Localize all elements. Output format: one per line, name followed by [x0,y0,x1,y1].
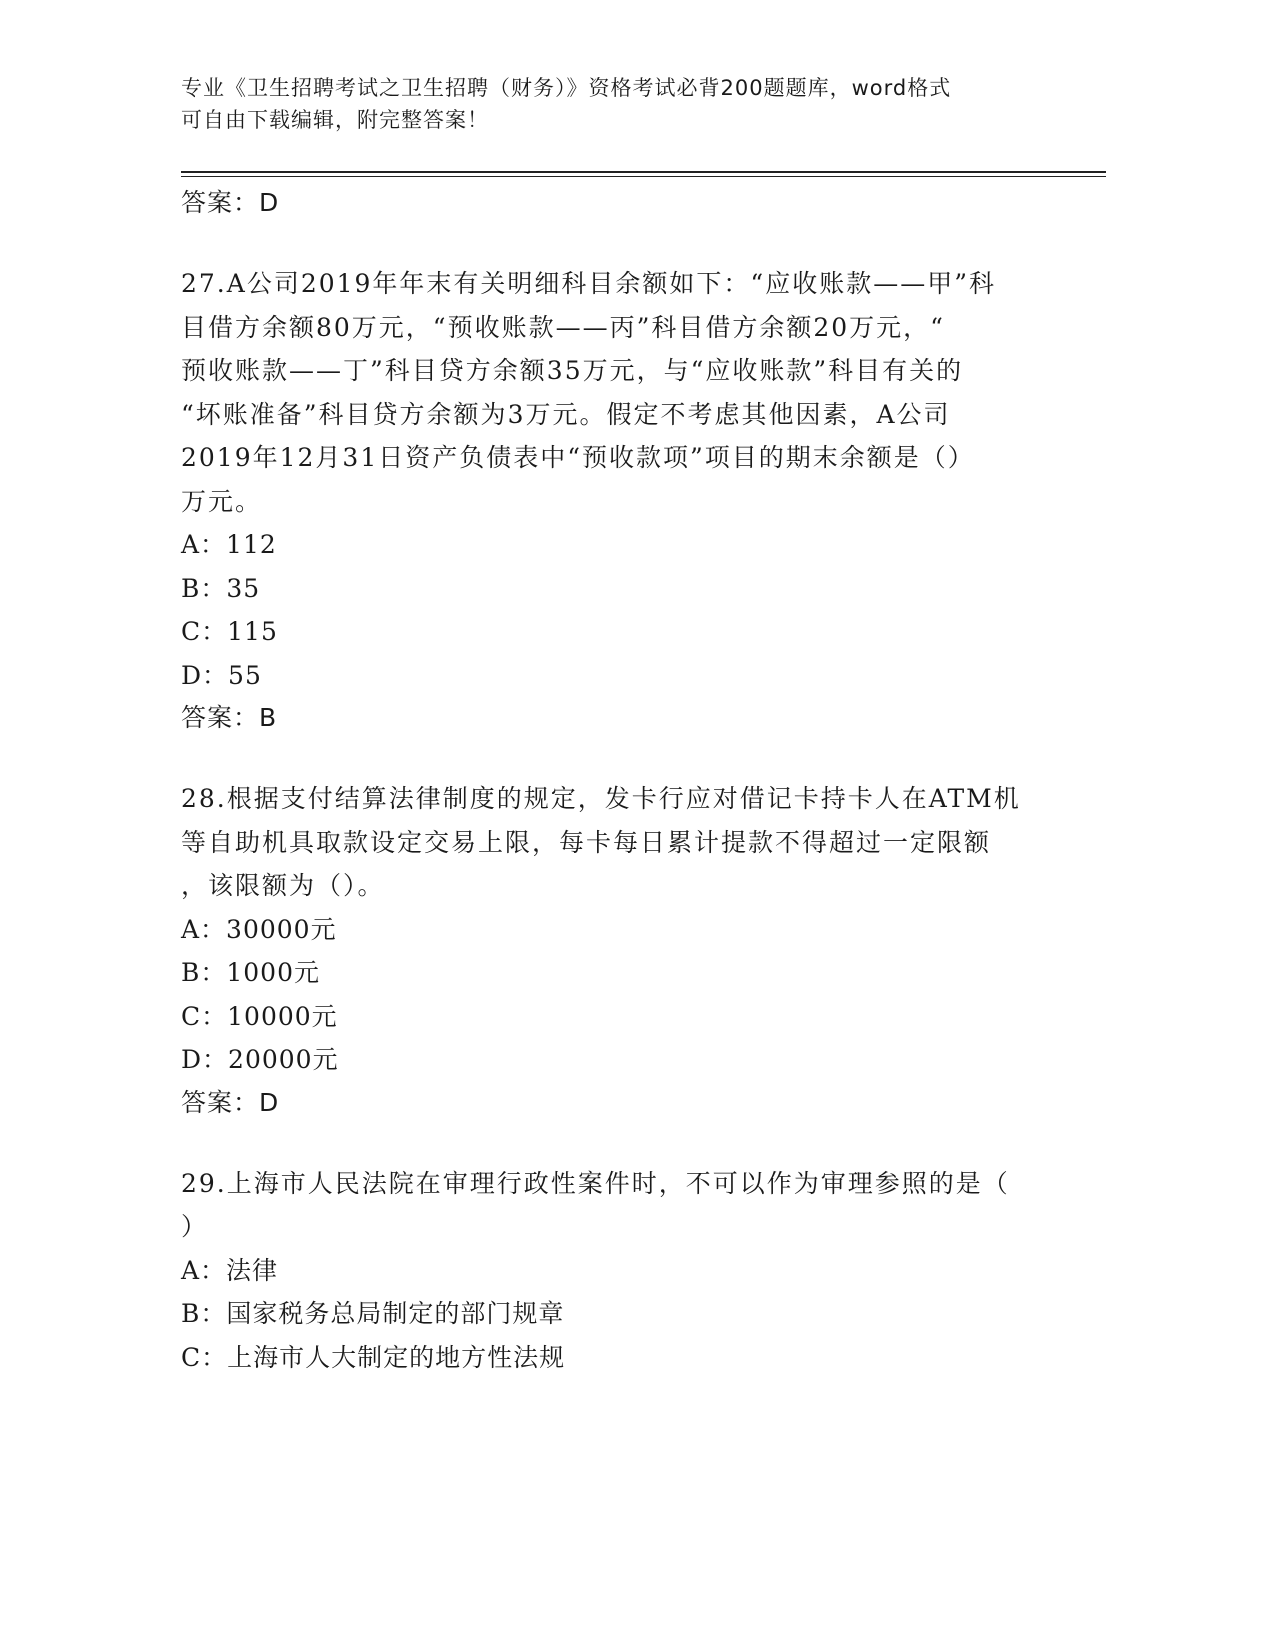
question-text: 等自助机具取款设定交易上限，每卡每日累计提款不得超过一定限额 [181,827,992,857]
question-text: ） [181,1212,209,1241]
question-text: 目借方余额80万元，“预收账款——丙”科目借方余额20万元，“ [181,312,945,342]
answer-line: 答案：D [181,1087,280,1117]
option-b: B：35 [181,573,261,603]
question-text: 27.A公司2019年年末有关明细科目余额如下：“应收账款——甲”科 [181,269,996,298]
question-27 [181,262,1061,739]
answer-line: 答案：B [181,703,278,732]
option-a: A：法律 [181,1255,279,1285]
header-line: 可自由下载编辑，附完整答案！ [181,108,489,132]
document-header [181,72,1061,136]
question-text: “坏账准备”科目贷方余额为3万元。假定不考虑其他因素，A公司 [181,399,951,429]
header-line: 专业《卫生招聘考试之卫生招聘（财务）》资格考试必背200题题库，word格式 [181,76,952,100]
question-text: 2019年12月31日资产负债表中“预收款项”项目的期末余额是（） [181,443,975,472]
option-c: C：10000元 [181,1001,338,1031]
option-d: D：55 [181,660,262,690]
header-divider [181,171,1106,173]
header-divider-thin [181,176,1106,177]
question-29 [181,1162,1061,1380]
option-c: C：上海市人大制定的地方性法规 [181,1342,566,1372]
option-c: C：115 [181,617,278,646]
option-a: A：112 [181,530,277,559]
option-b: B：1000元 [181,958,320,987]
option-d: D：20000元 [181,1045,339,1074]
question-text: 29.上海市人民法院在审理行政性案件时，不可以作为审理参照的是（ [181,1168,1010,1198]
question-text: 预收账款——丁”科目贷方余额35万元，与“应收账款”科目有关的 [181,356,964,385]
question-text: 万元。 [181,486,263,516]
question-28 [181,777,1061,1124]
document-body [181,182,1061,1379]
question-text: ，该限额为（）。 [181,871,385,900]
option-a: A：30000元 [181,914,337,944]
option-b: B：国家税务总局制定的部门规章 [181,1299,565,1328]
answer-line: 答案：D [181,188,280,217]
question-text: 28.根据支付结算法律制度的规定，发卡行应对借记卡持卡人在ATM机 [181,784,1021,813]
